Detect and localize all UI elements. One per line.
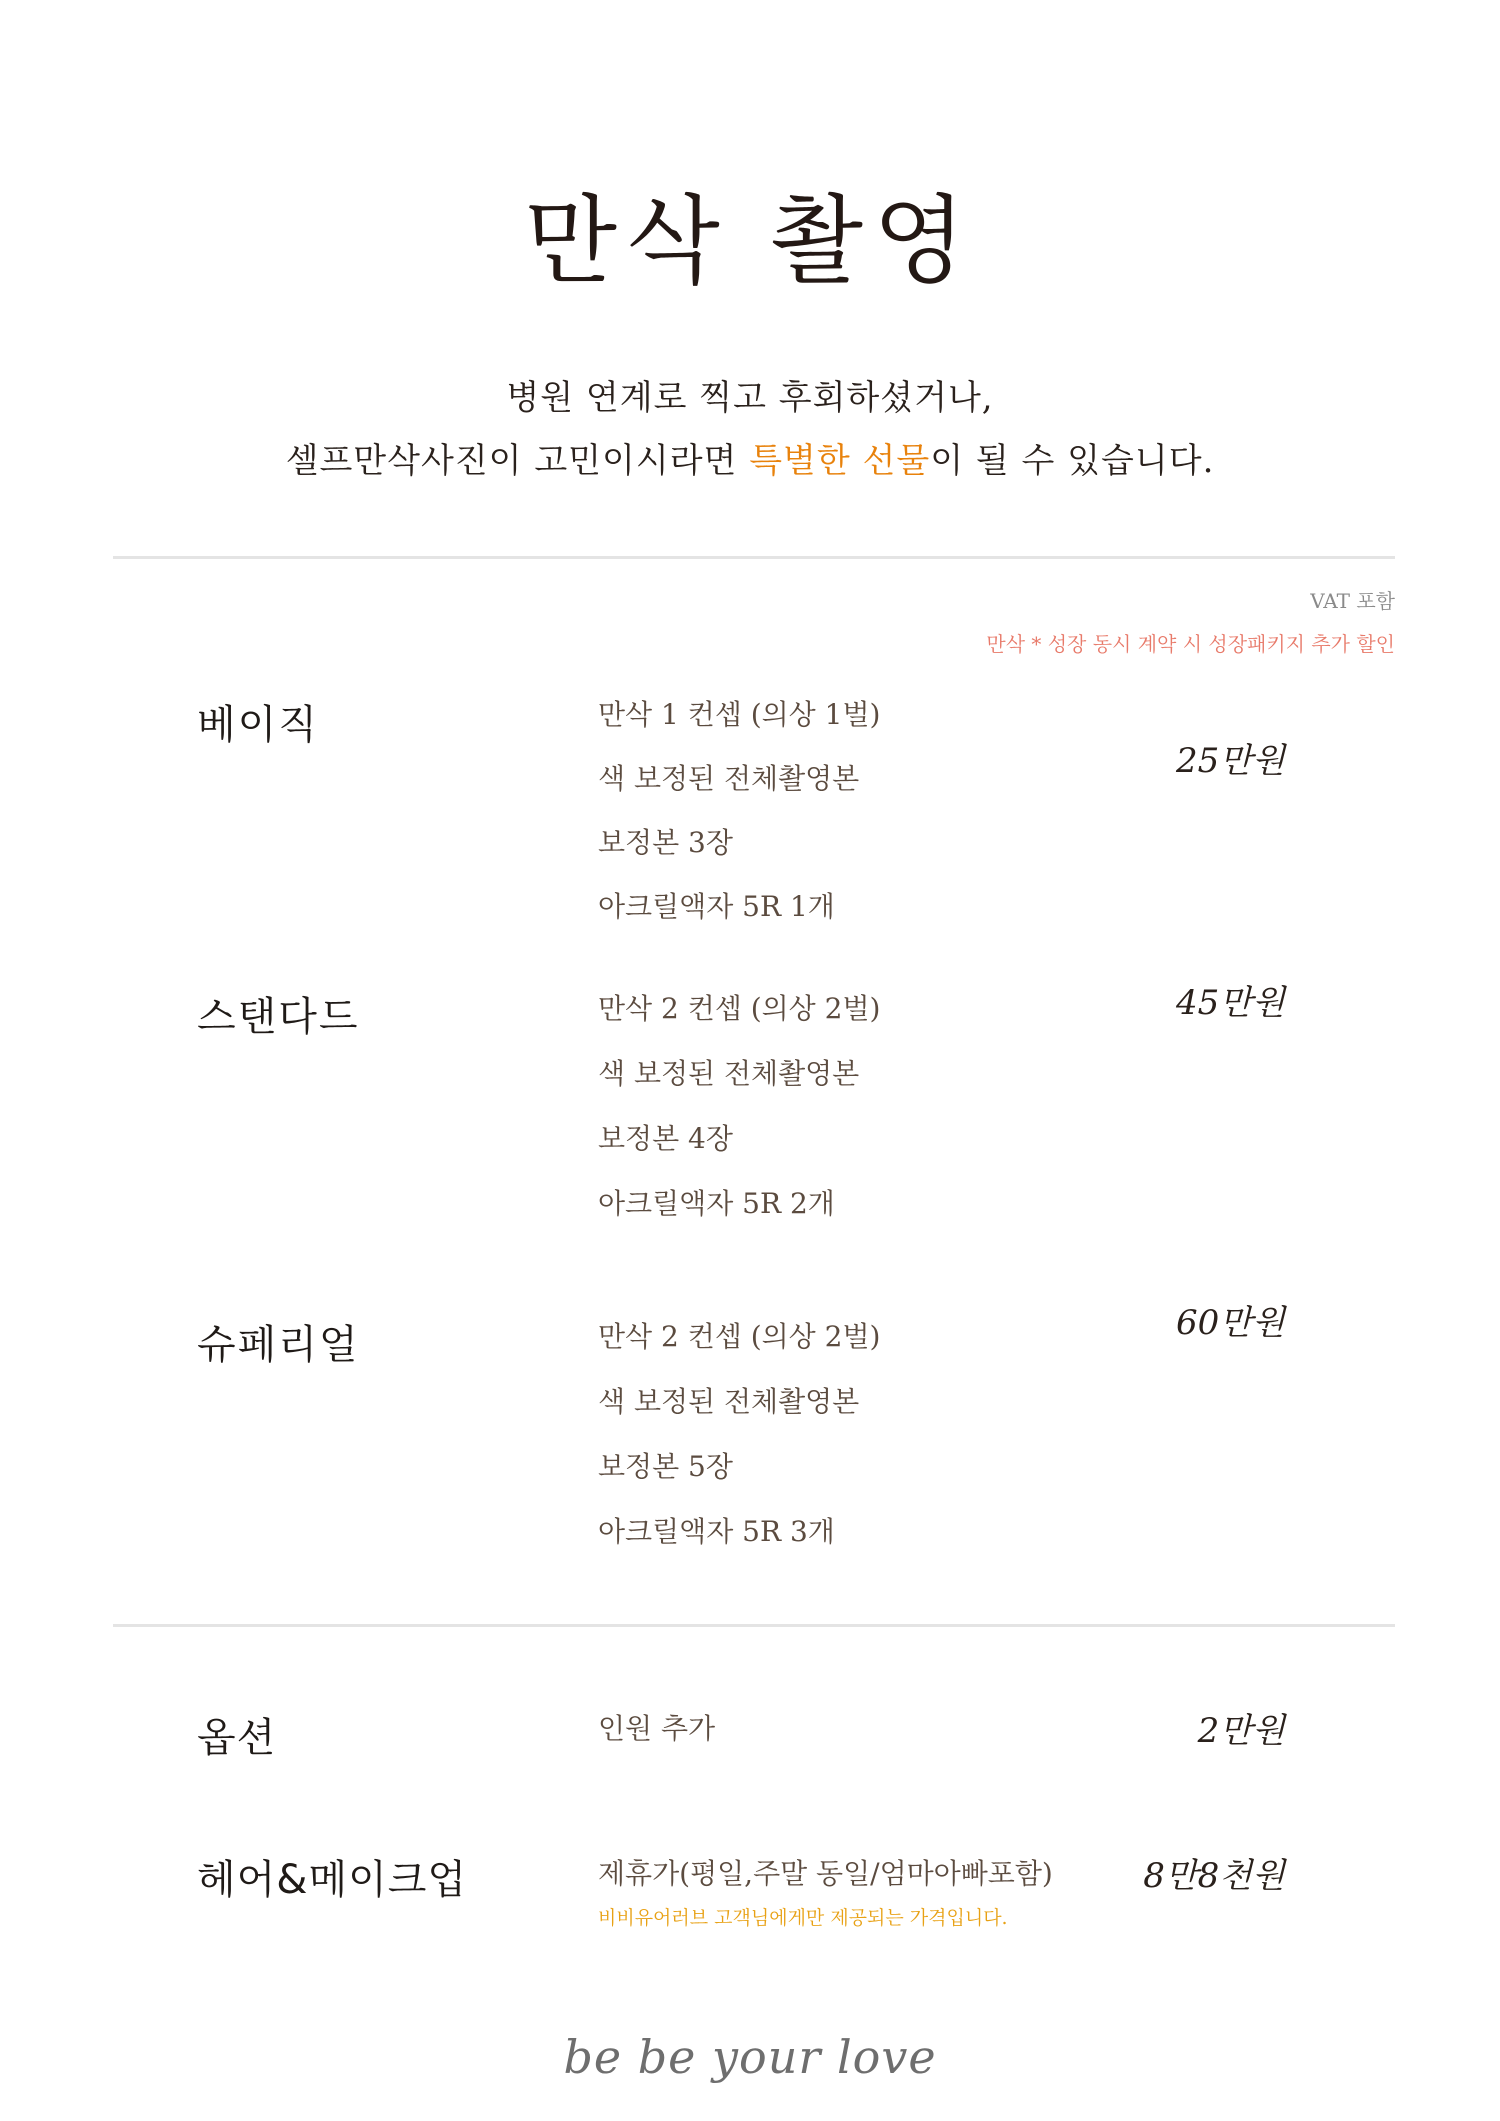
package-item: 아크릴액자 5R 2개 [598, 1187, 835, 1220]
package-items-basic [598, 695, 880, 951]
bottom-divider [113, 1624, 1395, 1627]
brand-signature: be be your love [563, 2030, 937, 2084]
option-price-extra-person: 2만원 [1197, 1711, 1285, 1751]
package-item: 색 보정된 전체촬영본 [598, 1057, 860, 1090]
page-title: 만삭 촬영 [524, 185, 976, 297]
intro-line-2 [0, 433, 1500, 482]
top-divider [113, 556, 1395, 559]
option-name-hair-makeup: 헤어&메이크업 [197, 1857, 468, 1903]
option-price-hair-makeup: 8만8천원 [1143, 1856, 1285, 1896]
option-name-extra-person: 옵션 [197, 1715, 277, 1761]
package-item: 아크릴액자 5R 3개 [598, 1515, 835, 1548]
package-item: 보정본 3장 [598, 826, 733, 859]
intro-line-2-pre: 셀프만삭사진이 고민이시라면 [285, 441, 750, 481]
package-name-basic: 베이직 [197, 702, 319, 748]
package-items-standard [598, 989, 880, 1249]
vat-note: VAT 포함 [1310, 589, 1395, 613]
option-desc-hair-makeup: 제휴가(평일,주말 동일/엄마아빠포함) [598, 1857, 1053, 1890]
intro-highlight: 특별한 선물 [749, 441, 931, 481]
package-item: 보정본 5장 [598, 1450, 733, 1483]
package-item: 보정본 4장 [598, 1122, 733, 1155]
option-note-hair-makeup: 비비유어러브 고객님에게만 제공되는 가격입니다. [598, 1907, 1008, 1929]
package-price-superior: 60만원 [1176, 1303, 1285, 1343]
package-item: 아크릴액자 5R 1개 [598, 890, 835, 923]
intro-line-1: 병원 연계로 찍고 후회하셨거나, [506, 378, 994, 418]
package-name-standard: 스탠다드 [197, 994, 360, 1040]
intro-line-2-post: 이 될 수 있습니다. [930, 441, 1215, 481]
option-desc-extra-person: 인원 추가 [598, 1712, 716, 1745]
package-item: 만삭 1 컨셉 (의상 1벌) [598, 698, 881, 731]
package-name-superior: 슈페리얼 [197, 1322, 360, 1368]
package-price-basic: 25만원 [1176, 741, 1285, 781]
package-items-superior [598, 1317, 880, 1577]
package-item: 색 보정된 전체촬영본 [598, 762, 860, 795]
package-price-standard: 45만원 [1176, 983, 1285, 1023]
package-item: 만삭 2 컨셉 (의상 2벌) [598, 992, 881, 1025]
package-item: 색 보정된 전체촬영본 [598, 1385, 860, 1418]
discount-note: 만삭 * 성장 동시 계약 시 성장패키지 추가 할인 [986, 632, 1395, 656]
package-item: 만삭 2 컨셉 (의상 2벌) [598, 1320, 881, 1353]
